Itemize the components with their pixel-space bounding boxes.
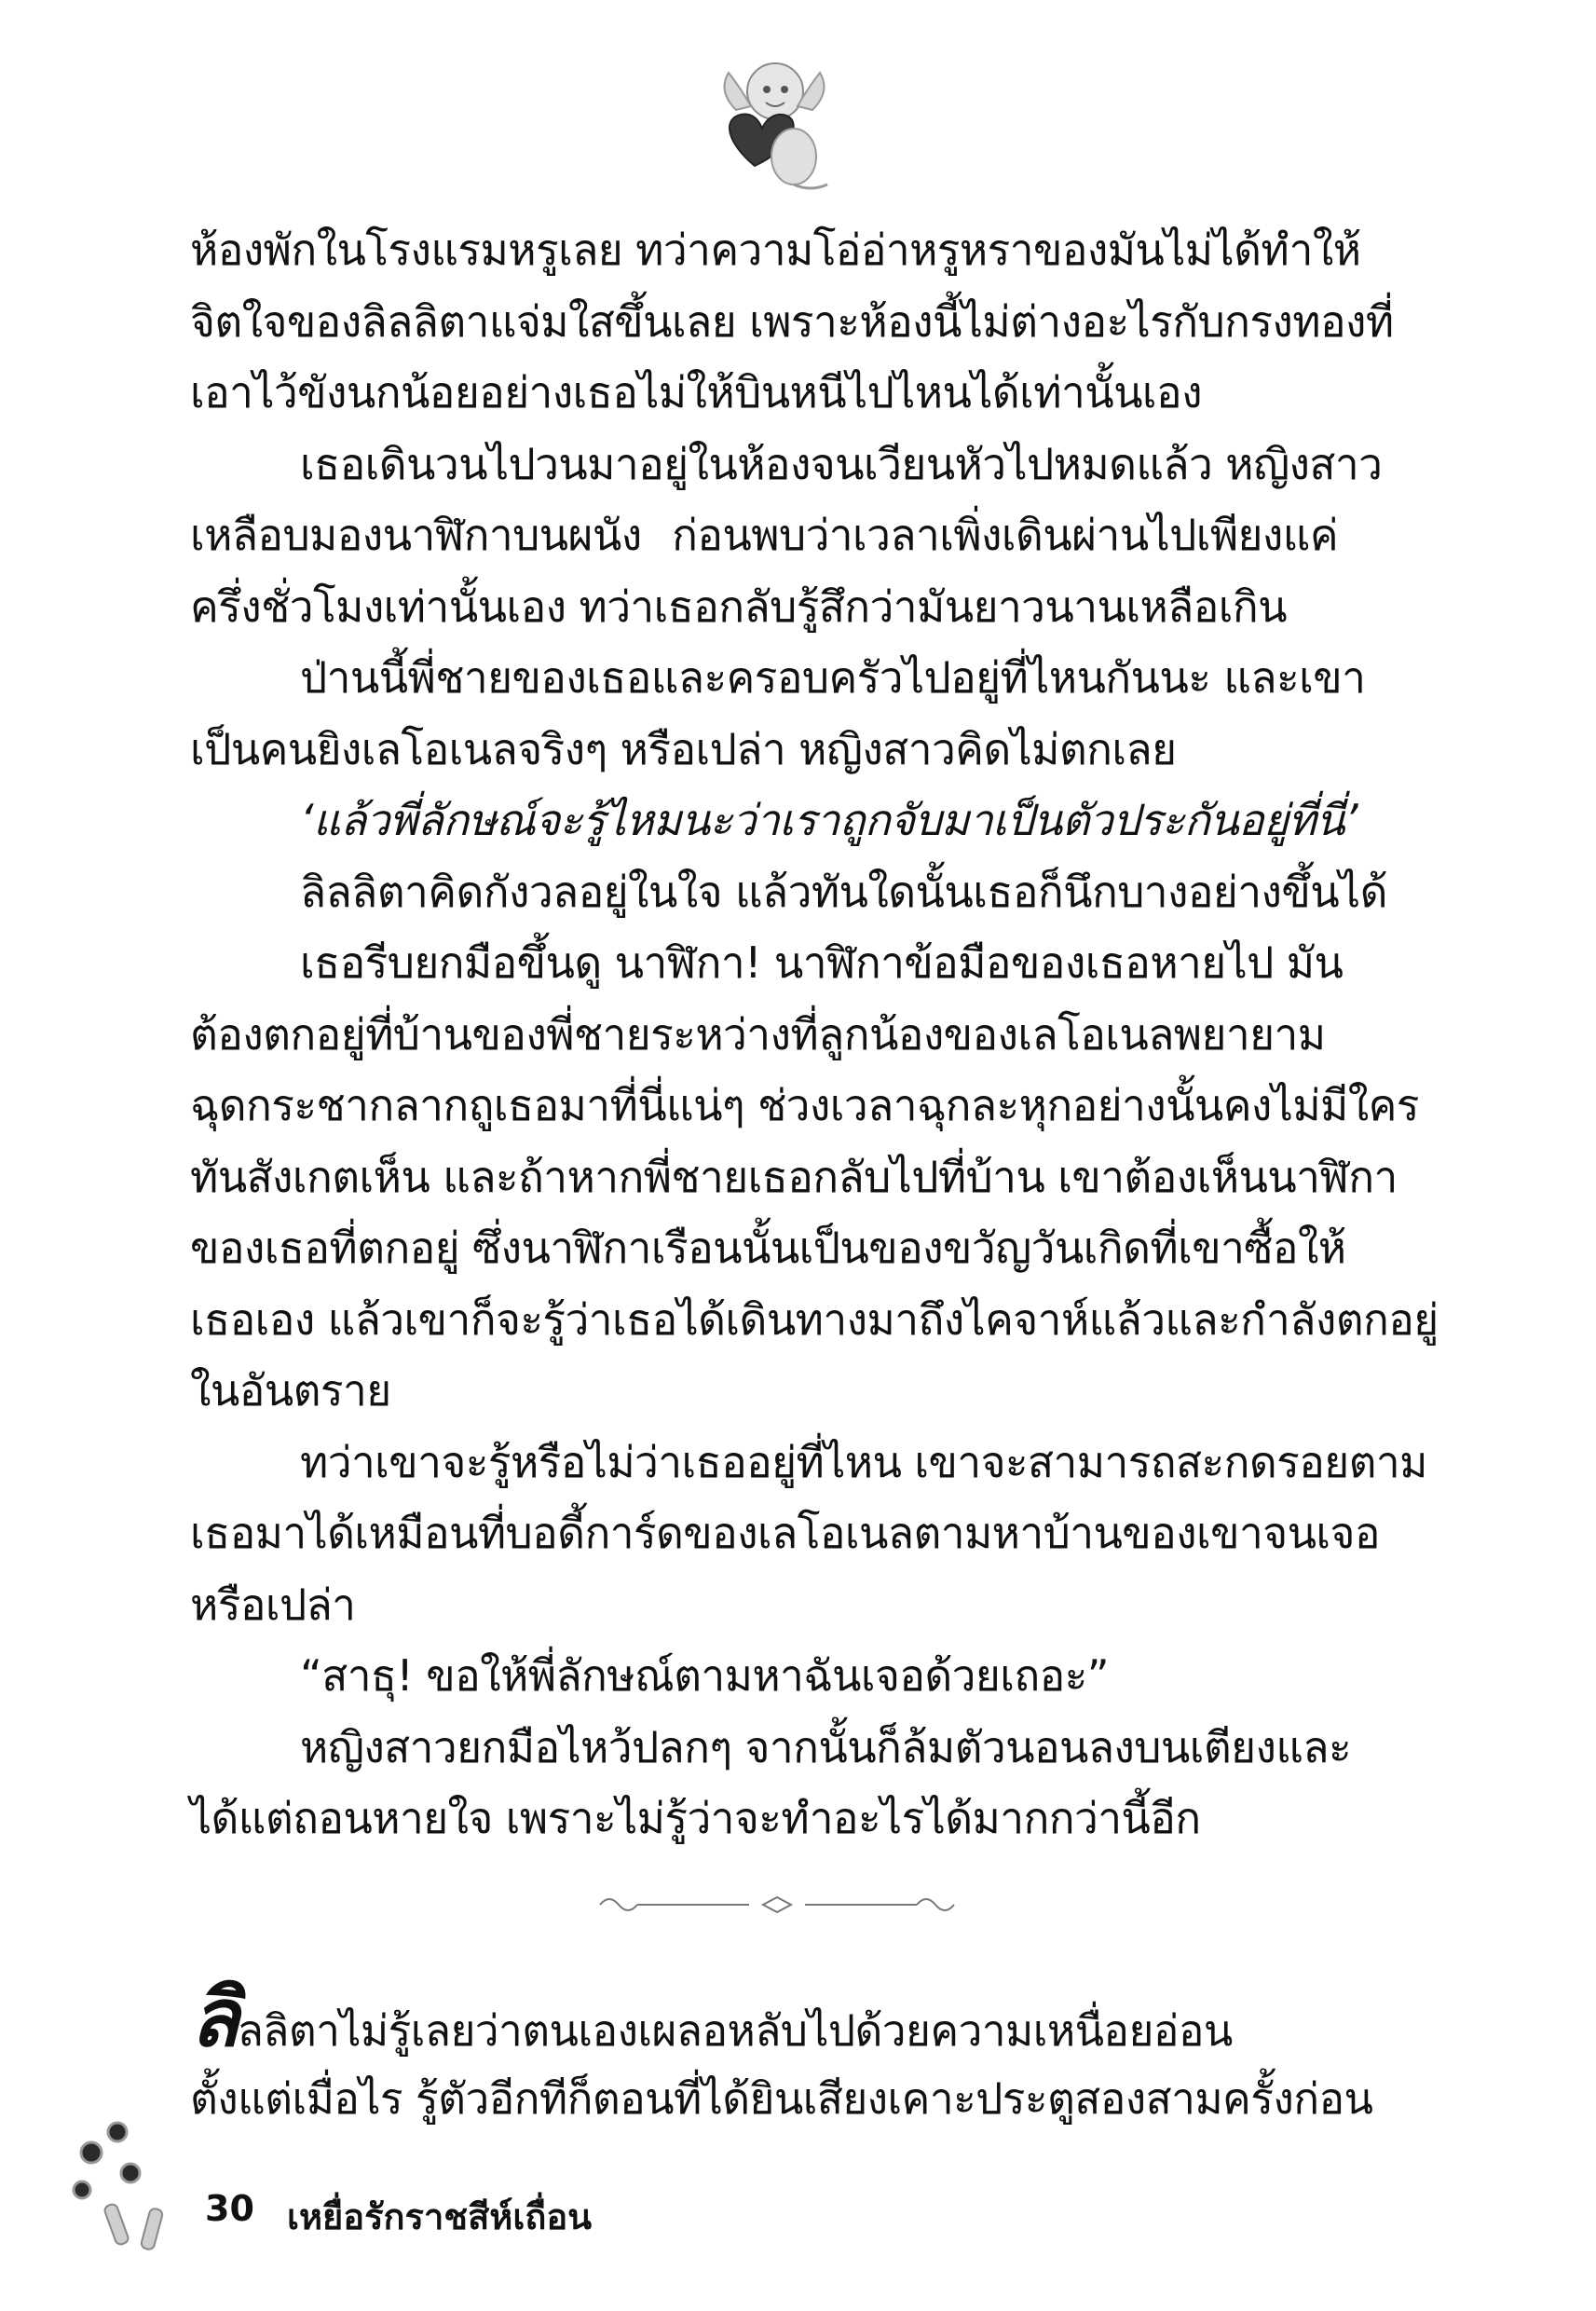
text-line: เป็นคนยิงเลโอเนลจริงๆ หรือเปล่า หญิงสาวคิดไม่ตกเลย bbox=[190, 723, 1177, 774]
section-separator bbox=[190, 1854, 1338, 1970]
text-line: จิตใจของลิลลิตาแจ่มใสขึ้นเลย เพราะห้องนี้ไม่ต่างอะไรกับกรงทองที่ bbox=[190, 295, 1394, 347]
text-line: เธอเดินวนไปวนมาอยู่ในห้องจนเวียนหัวไปหมดแล้ว หญิงสาว bbox=[300, 438, 1383, 489]
text-line: เธอมาได้เหมือนที่บอดี้การ์ดของเลโอเนลตามหาบ้านของเขาจนเจอ bbox=[190, 1508, 1380, 1558]
text-line: ของเธอที่ตกอยู่ ซึ่งนาฬิกาเรือนนั้นเป็นของขวัญวันเกิดที่เขาซื้อให้ bbox=[190, 1223, 1346, 1273]
text-line: ป่านนี้พี่ชายของเธอและครอบครัวไปอยู่ที่ไหนกันนะ และเขา bbox=[300, 652, 1366, 703]
text-line: ต้องตกอยู่ที่บ้านของพี่ชายระหว่างที่ลูกน้องของเลโอเนลพยายาม bbox=[190, 1008, 1326, 1060]
dropcap-line bbox=[190, 1970, 1338, 2063]
text-line: เธอเอง แล้วเขาก็จะรู้ว่าเธอได้เดินทางมาถึงไคจาห์แล้วและกำลังตกอยู่ bbox=[190, 1293, 1439, 1345]
text-line: หญิงสาวยกมือไหว้ปลกๆ จากนั้นก็ล้มตัวนอนลงบนเตียงและ bbox=[300, 1721, 1352, 1772]
cupid-heart-ornament bbox=[708, 54, 839, 194]
text-line: ทันสังเกตเห็น และถ้าหากพี่ชายเธอกลับไปที่บ้าน เขาต้องเห็นนาฬิกา bbox=[190, 1151, 1398, 1202]
page-number: 30 bbox=[205, 2188, 254, 2229]
bullet-casings-icon bbox=[65, 2115, 196, 2264]
text-line: ลิลลิตาคิดกังวลอยู่ในใจ แล้วทันใดนั้นเธอก็นึกบางอย่างขึ้นได้ bbox=[300, 866, 1387, 917]
text-line: เอาไว้ขังนกน้อยอย่างเธอไม่ให้บินหนีไปไหนได้เท่านั้นเอง bbox=[190, 367, 1202, 417]
paragraph-lines bbox=[190, 214, 1439, 1854]
text-line: ทว่าเขาจะรู้หรือไม่ว่าเธออยู่ที่ไหน เขาจะสามารถสะกดรอยตาม bbox=[300, 1436, 1427, 1487]
dropcap-letter: ลิ bbox=[190, 1971, 238, 2065]
text-line: เธอรีบยกมือขึ้นดู นาฬิกา! นาฬิกาข้อมือของเธอหายไป มัน bbox=[300, 937, 1344, 988]
book-title: เหยื่อรักราชสีห์เถื่อน bbox=[287, 2196, 593, 2237]
text-line: เหลือบมองนาฬิกาบนผนัง ก่อนพบว่าเวลาเพิ่งเดินผ่านไปเพียงแค่ bbox=[190, 510, 1338, 560]
text-line: หรือเปล่า bbox=[190, 1579, 356, 1630]
text-line: ห้องพักในโรงแรมหรูเลย ทว่าความโอ่อ่าหรูหราของมันไม่ได้ทำให้ bbox=[190, 225, 1361, 275]
text-line: “สาธุ! ขอให้พี่ลักษณ์ตามหาฉันเจอด้วยเถอะ” bbox=[300, 1650, 1109, 1701]
text-line: ในอันตราย bbox=[190, 1365, 391, 1415]
text-line: ‘แล้วพี่ลักษณ์จะรู้ไหมนะว่าเราถูกจับมาเป็นตัวประกันอยู่ที่นี่’ bbox=[300, 795, 1358, 845]
text-line: ฉุดกระชากลากถูเธอมาที่นี่แน่ๆ ช่วงเวลาฉุกละหุกอย่างนั้นคงไม่มีใคร bbox=[190, 1080, 1419, 1130]
dropcap-line-text: ลลิตาไม่รู้เลยว่าตนเองเผลอหลับไปด้วยความเหนื่อยอ่อน bbox=[237, 2004, 1233, 2056]
text-line: ได้แต่ถอนหายใจ เพราะไม่รู้ว่าจะทำอะไรได้มากกว่านี้อีก bbox=[190, 1793, 1201, 1843]
page-body bbox=[190, 214, 1439, 2134]
text-line: ครึ่งชั่วโมงเท่านั้นเอง ทว่าเธอกลับรู้สึกว่ามันยาวนานเหลือเกิน bbox=[190, 581, 1288, 632]
last-line: ตั้งแต่เมื่อไร รู้ตัวอีกทีก็ตอนที่ได้ยินเสียงเคาะประตูสองสามครั้งก่อน bbox=[190, 2072, 1373, 2124]
page-footer bbox=[65, 2115, 624, 2264]
